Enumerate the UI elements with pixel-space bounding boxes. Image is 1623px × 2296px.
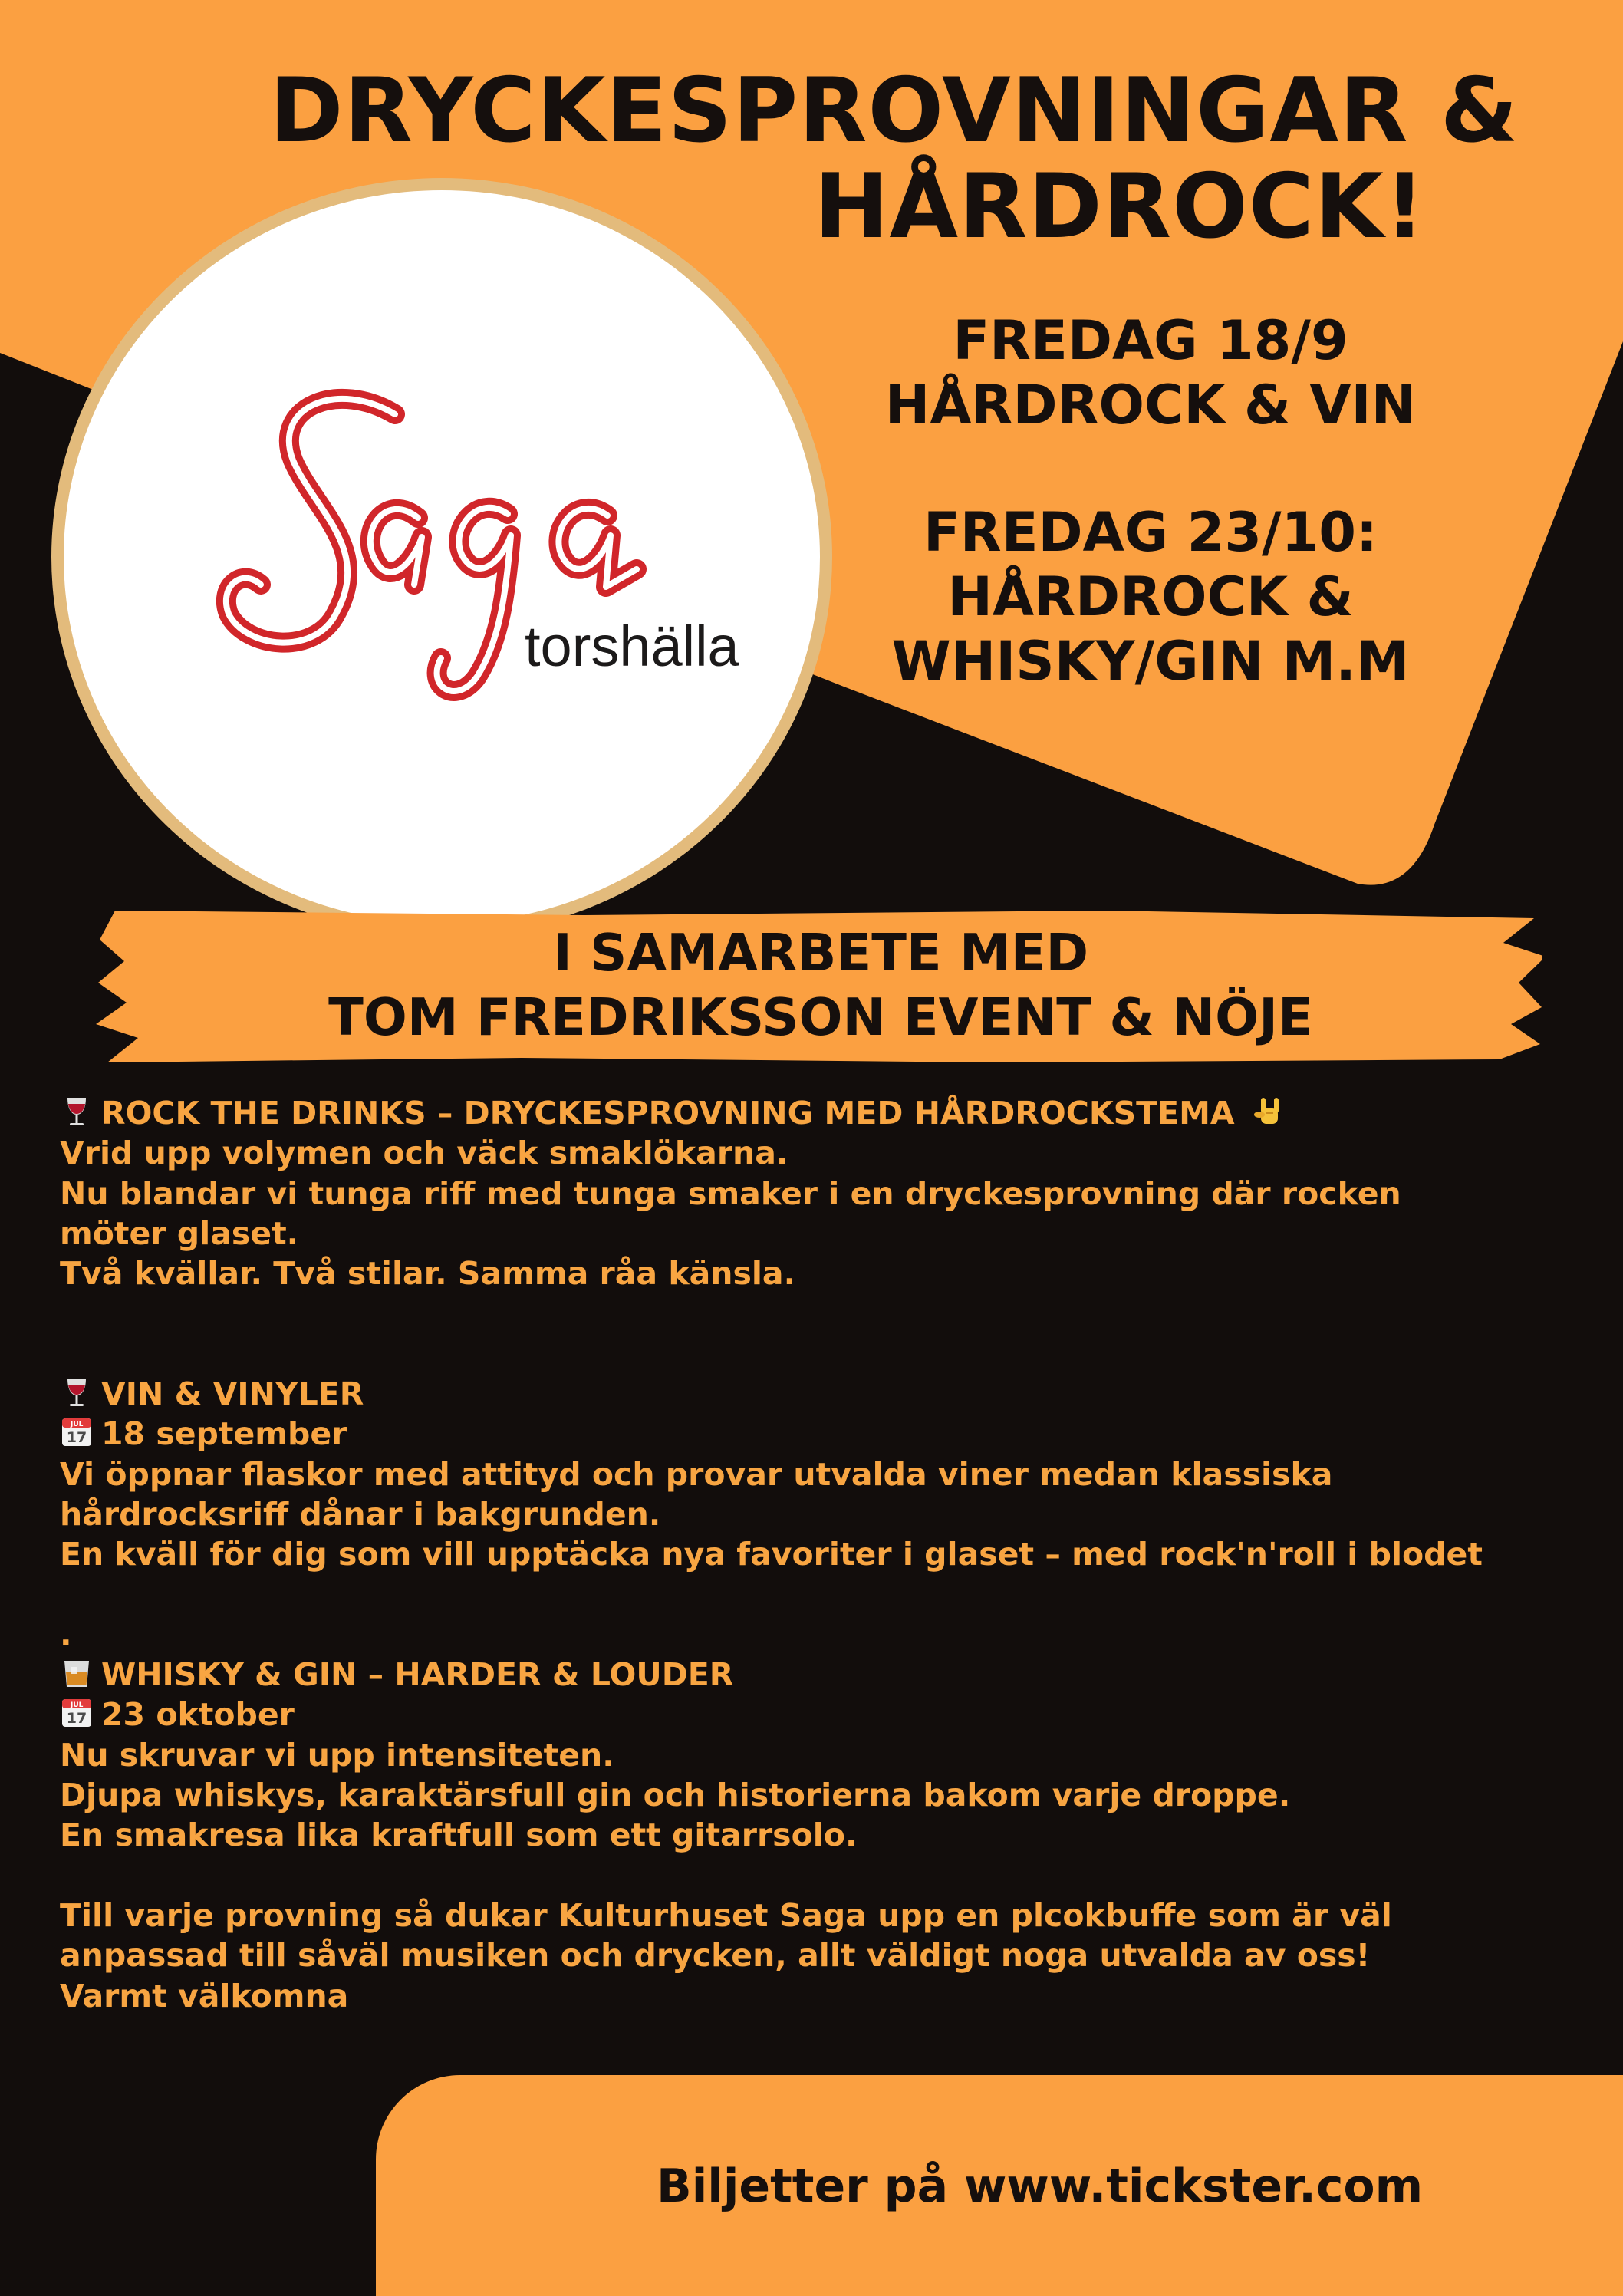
date-subline: WHISKY/GIN M.M (891, 630, 1410, 693)
event-description (60, 1093, 1594, 2016)
event-2-line: En smakresa lika kraftfull som ett gitarrsolo. (60, 1817, 858, 1854)
rock-hand-icon (1253, 1095, 1287, 1128)
svg-text:17: 17 (66, 1710, 87, 1728)
calendar-icon (60, 1415, 94, 1449)
tickets-link[interactable]: Biljetter på www.tickster.com (657, 2159, 1424, 2213)
event-1-date-line (60, 1414, 1594, 1454)
intro-heading-line (60, 1093, 1594, 1133)
intro-line: möter glaset. (60, 1214, 299, 1252)
logo-subtitle: torshälla (525, 614, 739, 678)
calendar-icon (60, 1696, 94, 1730)
date-block-hardrock-whisky (805, 500, 1496, 693)
closing-line: Varmt välkomna (60, 1977, 349, 2014)
wine-glass-icon (60, 1095, 94, 1128)
page-title-line-1: DRYCKESPROVNINGAR & (269, 59, 1519, 163)
svg-text:JUL: JUL (71, 1421, 84, 1429)
closing-line: anpassad till såväl musiken och drycken, allt väldigt noga utvalda av oss! (60, 1937, 1371, 1975)
event-1-heading: VIN & VINYLER (101, 1375, 364, 1413)
event-1-heading-line (60, 1374, 1594, 1414)
event-2-line: Nu skruvar vi upp intensiteten. (60, 1736, 614, 1774)
collaboration-heading (115, 921, 1526, 1049)
event-1-line: hårdrocksriff dånar i bakgrunden. (60, 1495, 661, 1533)
whisky-tumbler-icon (60, 1656, 94, 1690)
svg-text:JUL: JUL (71, 1701, 84, 1710)
intro-line: Vrid upp volymen och väck smaklökarna. (60, 1135, 788, 1172)
event-2-date: 23 oktober (101, 1696, 295, 1734)
date-subline: HÅRDROCK & VIN (884, 374, 1417, 436)
event-2-line: Djupa whiskys, karaktärsfull gin och historierna bakom varje droppe. (60, 1777, 1291, 1814)
event-1-line: . (60, 1616, 72, 1653)
date-block-hardrock-vin (805, 308, 1496, 437)
date-subline: HÅRDROCK & (947, 565, 1354, 628)
date-line: FREDAG 18/9 (953, 309, 1348, 372)
intro-line: Två kvällar. Två stilar. Samma råa känsla. (60, 1255, 796, 1293)
collaboration-line-1: I SAMARBETE MED (552, 923, 1089, 983)
event-1-line: En kväll för dig som vill upptäcka nya favoriter i glaset – med rock'n'roll i blodet (60, 1536, 1483, 1573)
collaboration-line-2: TOM FREDRIKSSON EVENT & NÖJE (328, 987, 1313, 1047)
event-1-line: Vi öppnar flaskor med attityd och provar utvalda viner medan klassiska (60, 1455, 1333, 1493)
svg-text:17: 17 (66, 1429, 87, 1447)
intro-heading: ROCK THE DRINKS – DRYCKESPROVNING MED HÅRDROCKSTEMA (101, 1095, 1235, 1132)
date-line: FREDAG 23/10: (923, 501, 1378, 564)
closing-line: Till varje provning så dukar Kulturhuset Saga upp en plcokbuffe som är väl (60, 1896, 1392, 1934)
page-title-line-2: HÅRDROCK! (814, 155, 1426, 259)
wine-glass-icon (60, 1375, 94, 1409)
event-2-heading-line (60, 1655, 1594, 1695)
intro-line: Nu blandar vi tunga riff med tunga smaker i en dryckesprovning där rocken (60, 1174, 1401, 1212)
event-1-date: 18 september (101, 1415, 347, 1453)
event-2-date-line (60, 1695, 1594, 1734)
event-2-heading: WHISKY & GIN – HARDER & LOUDER (101, 1656, 734, 1694)
